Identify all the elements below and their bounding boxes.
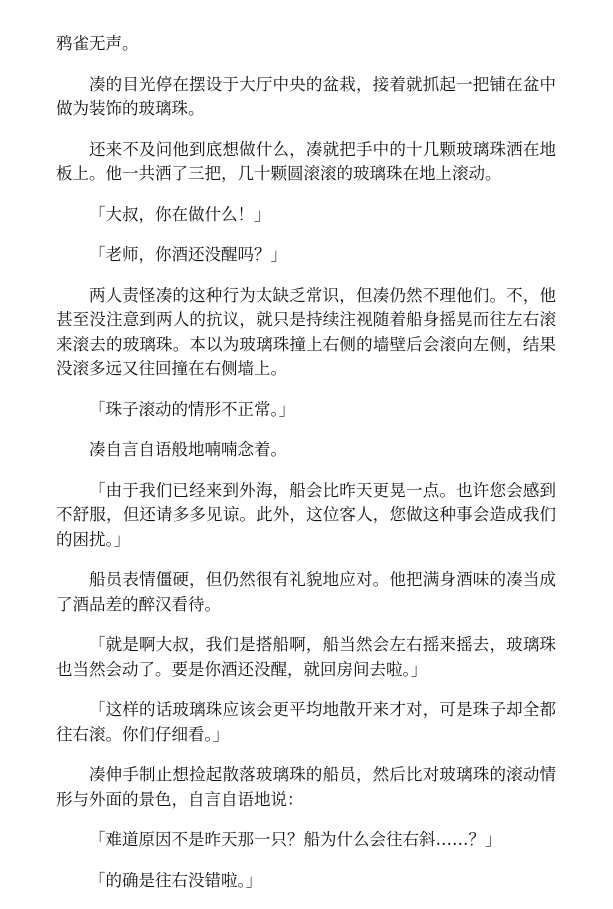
paragraph: 船员表情僵硬，但仍然很有礼貌地应对。他把满身酒味的凑当成了酒品差的醉汉看待。 (56, 570, 556, 614)
paragraph: 还来不及问他到底想做什么，凑就把手中的十几颗玻璃珠洒在地板上。他一共洒了三把，几十颗圆滚滚的玻璃珠在地上滚动。 (56, 139, 556, 183)
paragraph: 「这样的话玻璃珠应该会更平均地散开来才对，可是珠子却全都往右滚。你们仔细看。」 (56, 700, 556, 744)
document-page (56, 32, 556, 909)
paragraph: 「由于我们已经来到外海，船会比昨天更晃一点。也许您会感到不舒服，但还请多多见谅。此外，这位客人，您做这种事会造成我们的困扰。」 (56, 480, 556, 549)
paragraph: 鸦雀无声。 (56, 34, 139, 53)
paragraph: 凑自言自语般地喃喃念着。 (89, 440, 287, 459)
paragraph: 「难道原因不是昨天那一只？船为什么会往右斜……？」 (89, 830, 502, 849)
paragraph: 「就是啊大叔，我们是搭船啊，船当然会左右摇来摇去，玻璃珠也当然会动了。要是你酒还没醒，就回房间去啦。」 (56, 635, 556, 679)
paragraph: 「的确是往右没错啦。」 (89, 870, 263, 890)
paragraph: 「大叔，你在做什么！」 (89, 204, 271, 224)
paragraph: 「老师，你酒还没醒吗？」 (89, 245, 287, 264)
paragraph: 凑伸手制止想捡起散落玻璃珠的船员，然后比对玻璃珠的滚动情形与外面的景色，自言自语地说： (56, 765, 556, 809)
paragraph: 凑的目光停在摆设于大厅中央的盆栽，接着就抓起一把铺在盆中做为装饰的玻璃珠。 (56, 74, 556, 118)
paragraph: 两人责怪凑的这种行为太缺乏常识，但凑仍然不理他们。不，他甚至没注意到两人的抗议，就只是持续注视随着船身摇晃而往左右滚来滚去的玻璃珠。本以为玻璃珠撞上右侧的墙壁后会滚向左侧，结果没滚多远又往回撞在右侧墙上。 (56, 285, 556, 378)
paragraph: 「珠子滚动的情形不正常。」 (89, 399, 296, 419)
